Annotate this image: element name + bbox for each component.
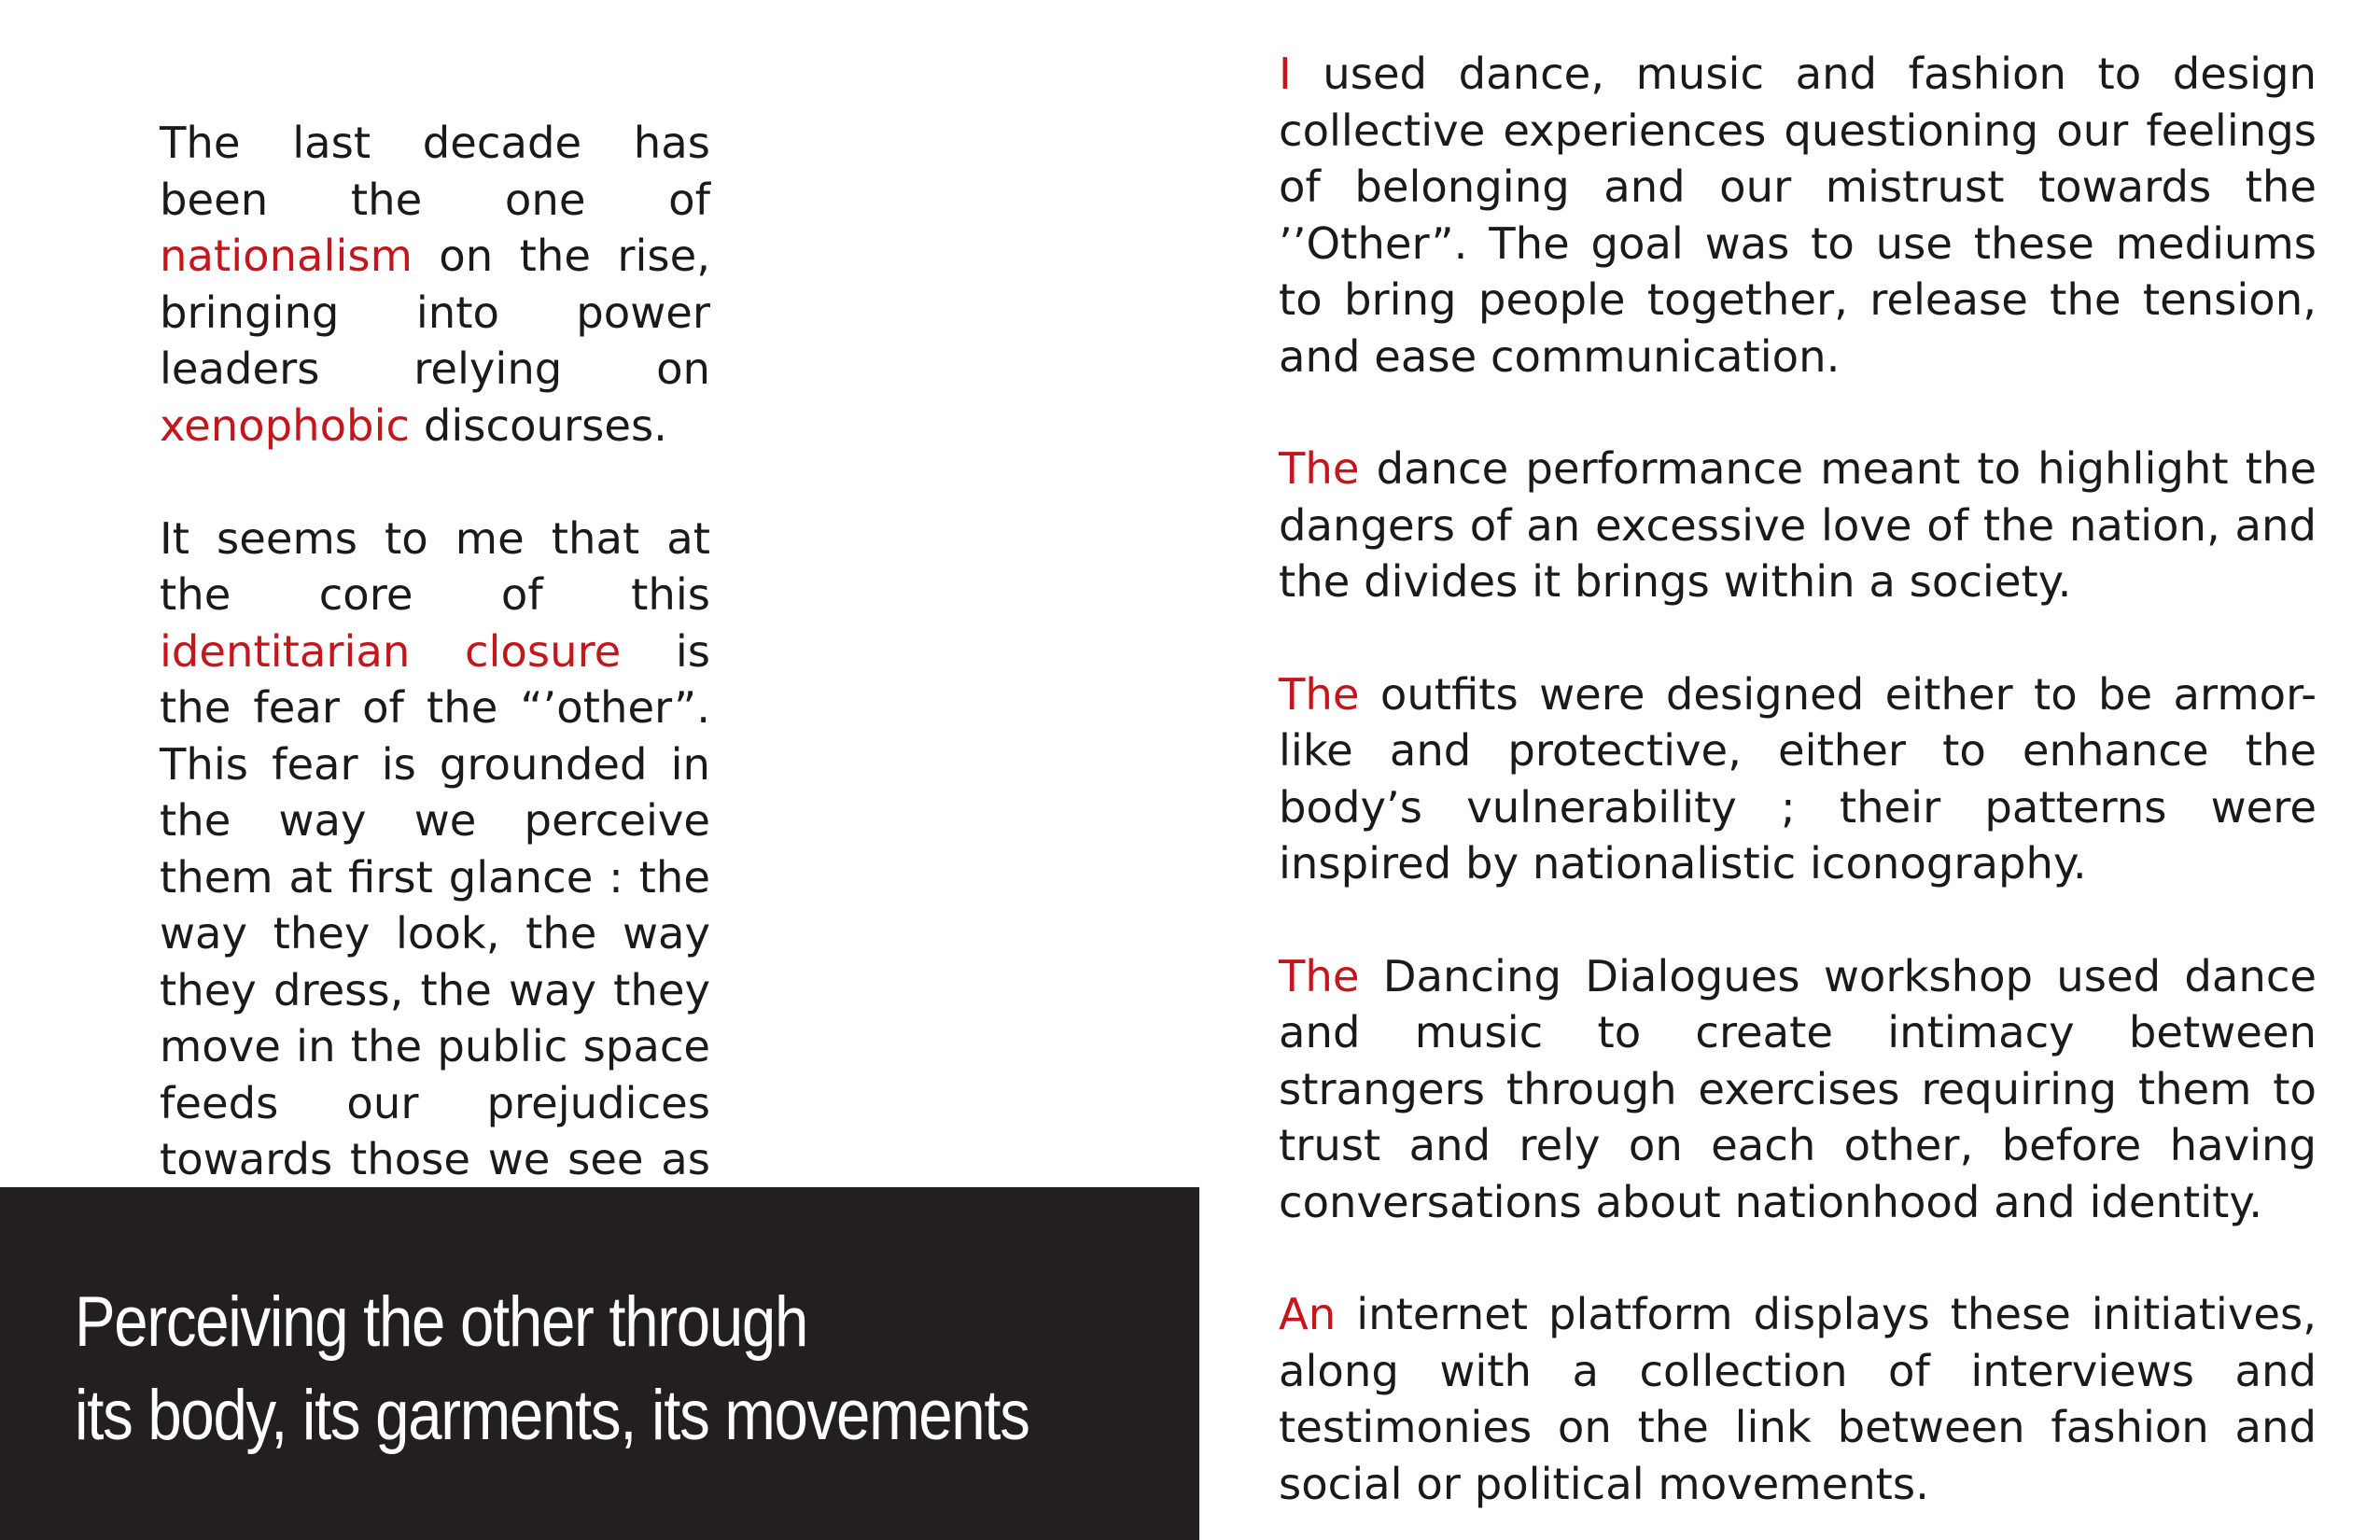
banner-title — [75, 1276, 1029, 1463]
highlight-identitarian-closure: identitarian closure — [160, 625, 622, 677]
paragraph-body: dance performance meant to highlight the dangers of an excessive love of the nation, and the divides it brings within a society. — [1279, 443, 2317, 607]
intro-text-1: The last decade has been the one of — [160, 118, 710, 225]
paragraph-lead-word: The — [1279, 668, 1360, 720]
paragraph-lead-word: The — [1279, 443, 1360, 494]
paragraph-lead-word: I — [1279, 49, 1292, 99]
paragraph-body: used dance, music and fashion to design collective experiences questioning our feelings of belonging and our mistrust towards the ’’Other”. The goal was to use these mediums to bring people together, release the tension, and ease communication. — [1279, 49, 2317, 382]
paragraph-lead-word: An — [1279, 1289, 1337, 1339]
title-banner — [0, 1187, 1199, 1540]
intro-text-2: on the rise, bringing into power leaders relying on — [160, 231, 710, 394]
fear-text-1: It seems to me that at the core of this — [160, 512, 710, 620]
banner-title-line-2: its body, its garments, its movements — [75, 1376, 1029, 1455]
left-text-column — [160, 115, 710, 1244]
workshop-paragraph — [1279, 948, 2317, 1231]
fear-paragraph — [160, 511, 710, 1245]
internet-platform-paragraph — [1279, 1286, 2317, 1512]
right-text-column — [1279, 46, 2317, 1512]
banner-title-line-1: Perceiving the other through — [75, 1282, 808, 1362]
paragraph-lead-word: The — [1279, 950, 1360, 1001]
intro-paragraph — [160, 115, 710, 454]
outfits-paragraph — [1279, 666, 2317, 892]
paragraph-body: Dancing Dialogues workshop used dance and music to create intimacy between strangers through exercises requiring them to trust and rely on each other, before having conversations about nationhood and identity. — [1279, 950, 2317, 1227]
intro-text-3: discourses. — [410, 399, 667, 451]
highlight-xenophobic: xenophobic — [160, 399, 411, 451]
dance-performance-paragraph — [1279, 441, 2317, 610]
fear-text-2: is the fear of the “’other”. This fear is grounded in the way we perceive them at first glance : the way they look, the way they dress, the way they move in the public space feeds our prejudices towards those we see as — [160, 625, 710, 1184]
paragraph-body: internet platform displays these initiatives, along with a collection of interviews and testimonies on the link between fashion and social or political movements. — [1279, 1289, 2317, 1509]
collective-experiences-paragraph — [1279, 46, 2317, 385]
paragraph-body: outfits were designed either to be armor-like and protective, either to enhance the body’s vulnerability ; their patterns were inspired by nationalistic iconography. — [1279, 668, 2317, 889]
highlight-nationalism: nationalism — [160, 231, 413, 281]
